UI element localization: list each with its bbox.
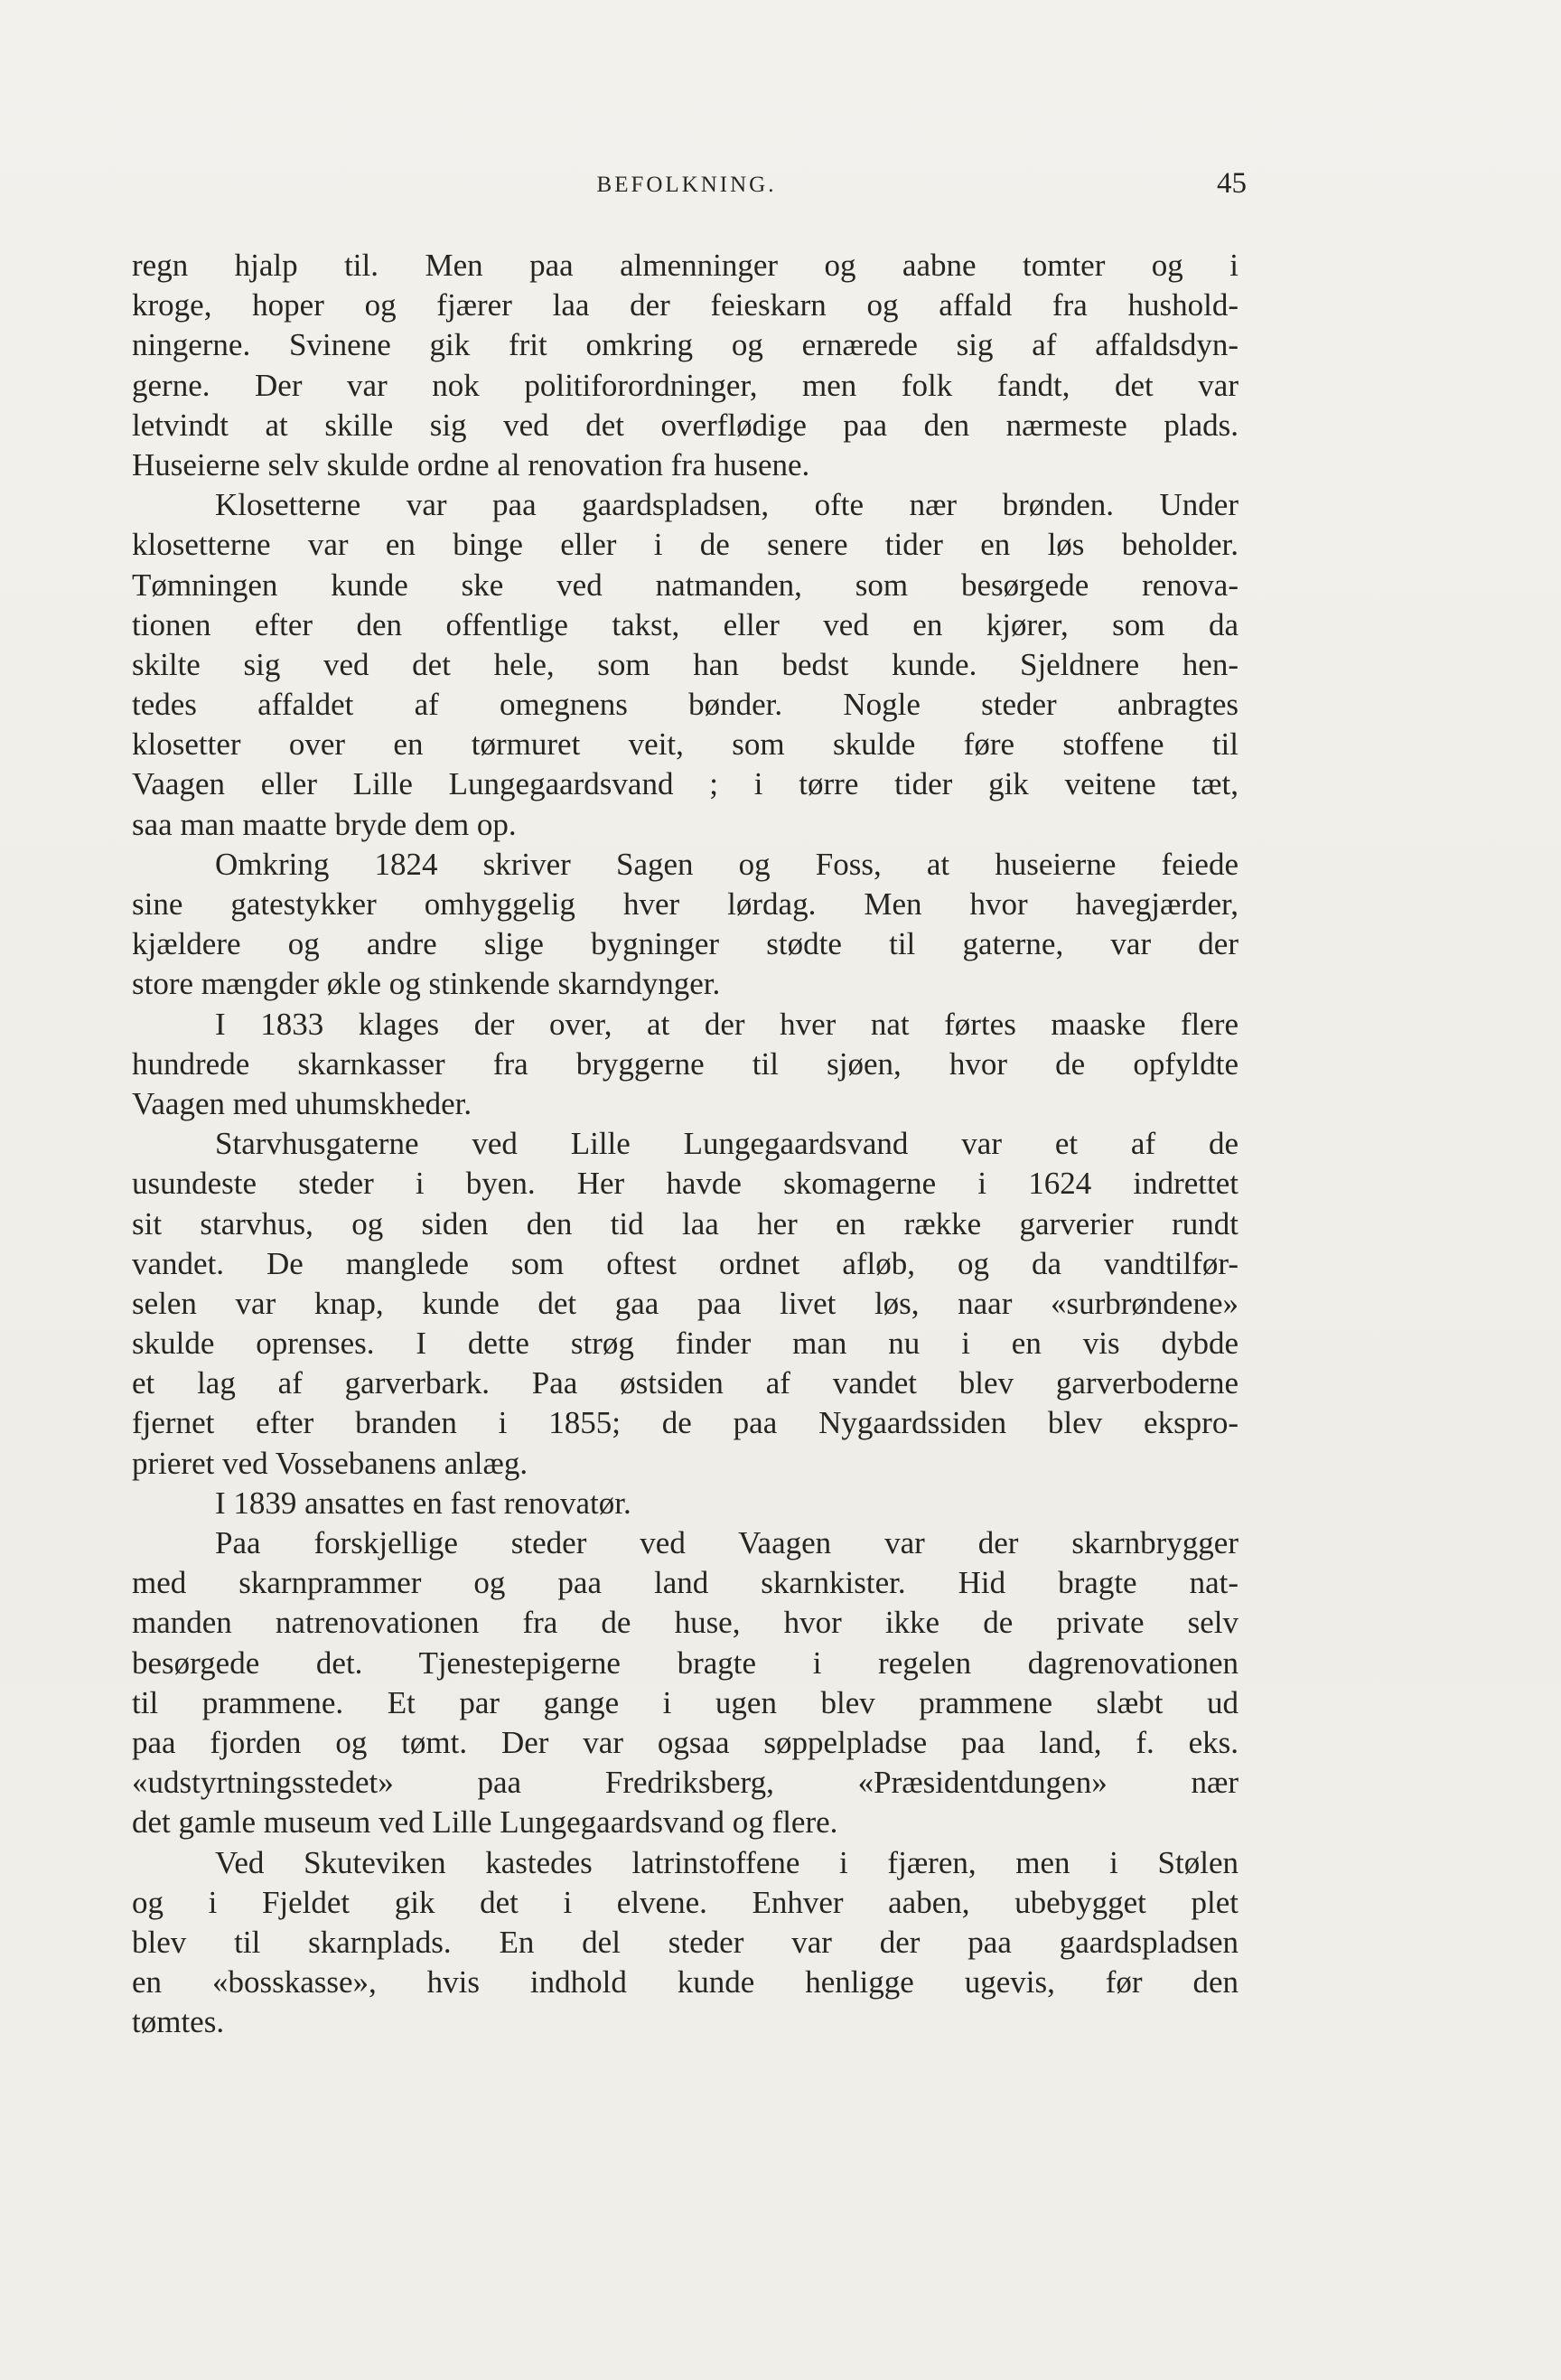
text-line: regn hjalp til. Men paa almenninger og aabne tomter og i	[132, 248, 1239, 283]
text-line: store mængder økle og stinkende skarndynger.	[132, 966, 721, 1002]
text-line: prieret ved Vossebanens anlæg.	[132, 1445, 528, 1481]
text-line: skulde oprenses. I dette strøg finder man nu i en vis dybde	[132, 1326, 1239, 1362]
text-line: besørgede det. Tjenestepigerne bragte i regelen dagrenovationen	[132, 1644, 1239, 1681]
text-line: gerne. Der var nok politiforordninger, men folk fandt, det var	[132, 367, 1239, 403]
running-header	[126, 167, 1247, 212]
text-line: manden natrenovationen fra de huse, hvor ikke de private selv	[132, 1605, 1239, 1641]
text-line: hundrede skarnkasser fra bryggerne til sjøen, hvor de opfyldte	[132, 1045, 1239, 1082]
text-line: til prammene. Et par gange i ugen blev prammene slæbt ud	[132, 1684, 1239, 1720]
text-line: I 1839 ansattes en fast renovatør.	[215, 1485, 631, 1521]
text-line: kroge, hoper og fjærer laa der feieskarn og affald fra hushold-	[132, 287, 1239, 323]
text-line: tionen efter den offentlige takst, eller ved en kjører, som da	[132, 606, 1239, 642]
text-line: med skarnprammer og paa land skarnkister. Hid bragte nat-	[132, 1565, 1239, 1601]
text-line: kjældere og andre slige bygninger stødte til gaterne, var der	[132, 926, 1239, 962]
text-line: Omkring 1824 skriver Sagen og Foss, at huseierne feiede	[215, 846, 1239, 882]
text-line: selen var knap, kunde det gaa paa livet løs, naar «surbrøndene»	[132, 1285, 1239, 1321]
text-line: «udstyrtningsstedet» paa Fredriksberg, «Præsidentdungen» nær	[132, 1765, 1239, 1801]
text-line: sine gatestykker omhyggelig hver lørdag. Men hvor havegjærder,	[132, 886, 1239, 922]
text-line: tømtes.	[132, 2004, 225, 2040]
text-line: klosetterne var en binge eller i de senere tider en løs beholder.	[132, 527, 1239, 563]
text-line: det gamle museum ved Lille Lungegaardsvand og flere.	[132, 1804, 838, 1841]
text-line: et lag af garverbark. Paa østsiden af vandet blev garverboderne	[132, 1365, 1239, 1401]
body-text	[132, 246, 1239, 2042]
text-line: usundeste steder i byen. Her havde skomagerne i 1624 indrettet	[132, 1166, 1239, 1202]
text-line: fjernet efter branden i 1855; de paa Nygaardssiden blev ekspro-	[132, 1405, 1239, 1441]
text-line: Vaagen eller Lille Lungegaardsvand ; i tørre tider gik veitene tæt,	[132, 766, 1239, 802]
text-line: Ved Skuteviken kastedes latrinstoffene i fjæren, men i Stølen	[215, 1844, 1239, 1880]
text-line: ningerne. Svinene gik frit omkring og ernærede sig af affaldsdyn-	[132, 327, 1239, 363]
text-line: I 1833 klages der over, at der hver nat førtes maaske flere	[215, 1006, 1239, 1042]
text-line: letvindt at skille sig ved det overflødige paa den nærmeste plads.	[132, 407, 1239, 443]
text-line: Vaagen med uhumskheder.	[132, 1085, 472, 1121]
text-line: skilte sig ved det hele, som han bedst kunde. Sjeldnere hen-	[132, 646, 1239, 682]
text-line: Tømningen kunde ske ved natmanden, som besørgede renova-	[132, 567, 1239, 603]
text-line: tedes affaldet af omegnens bønder. Nogle steder anbragtes	[132, 687, 1239, 723]
page-number: 45	[1217, 167, 1247, 200]
text-line: Klosetterne var paa gaardspladsen, ofte nær brønden. Under	[215, 487, 1239, 523]
text-line: paa fjorden og tømt. Der var ogsaa søppelpladse paa land, f. eks.	[132, 1724, 1239, 1760]
text-line: blev til skarnplads. En del steder var der paa gaardspladsen	[132, 1924, 1239, 1960]
text-line: en «bosskasse», hvis indhold kunde henligge ugevis, før den	[132, 1964, 1239, 2001]
text-line: Huseierne selv skulde ordne al renovation fra husene.	[132, 446, 810, 483]
text-line: og i Fjeldet gik det i elvene. Enhver aaben, ubebygget plet	[132, 1884, 1239, 1920]
text-line: klosetter over en tørmuret veit, som skulde føre stoffene til	[132, 726, 1239, 763]
text-line: saa man maatte bryde dem op.	[132, 806, 517, 842]
text-line: Paa forskjellige steder ved Vaagen var der skarnbrygger	[215, 1525, 1239, 1560]
text-line: vandet. De manglede som oftest ordnet afløb, og da vandtilfør-	[132, 1245, 1239, 1281]
text-line: Starvhusgaterne ved Lille Lungegaardsvand var et af de	[215, 1126, 1239, 1162]
text-line: sit starvhus, og siden den tid laa her en række garverier rundt	[132, 1205, 1239, 1242]
chapter-title: BEFOLKNING.	[596, 173, 777, 197]
